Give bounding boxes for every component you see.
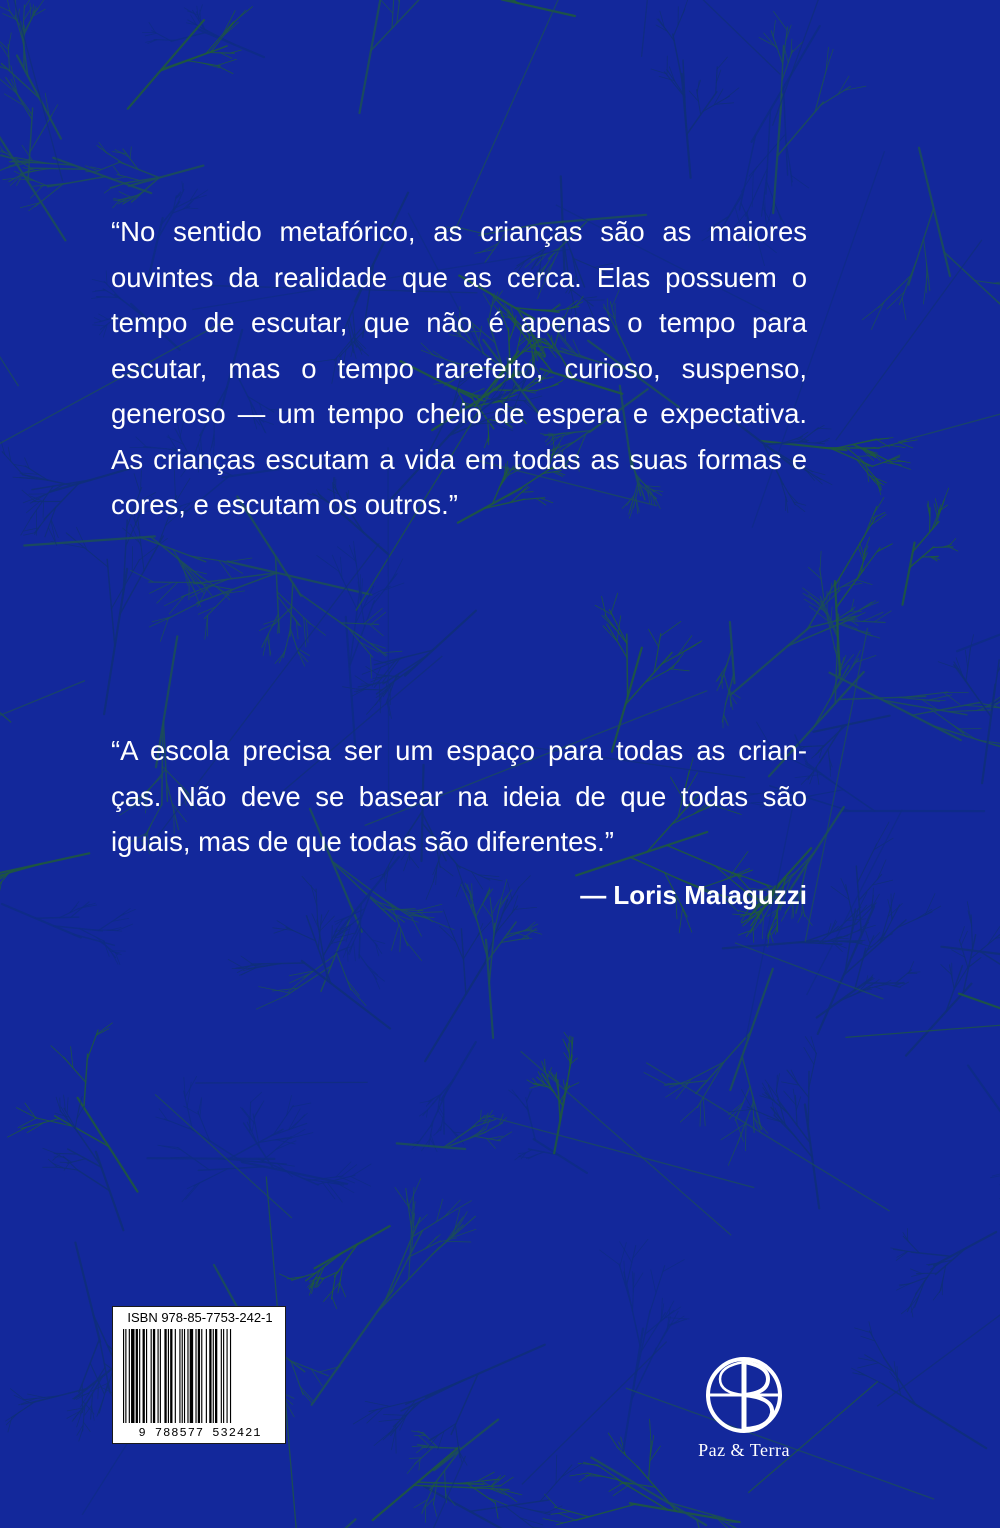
quote1-line: generoso — um tempo cheio de espera e expectativa. [111, 398, 807, 429]
publisher-logo-block [672, 1352, 816, 1462]
quote1-line: As crianças escutam a vida em todas as suas formas e [111, 443, 807, 475]
barcode-bars [119, 1329, 281, 1423]
quote2-line: ças. Não deve se basear na ideia de que todas são [111, 780, 807, 812]
quote1-line: “No sentido metafórico, as crianças são as maiores [111, 216, 807, 247]
quote-school-space [111, 728, 807, 865]
isbn-barcode [112, 1306, 286, 1444]
quote1-line: ouvintes da realidade que as cerca. Elas possuem o [111, 261, 807, 293]
quote1-line: cores, e escutam os outros.” [111, 489, 458, 520]
quote2-line: “A escola precisa ser um espaço para todas as crian- [111, 735, 807, 766]
publisher-name: Paz & Terra [698, 1440, 790, 1460]
quote2-line: iguais, mas de que todas são diferentes.” [111, 826, 614, 857]
publisher-emblem-icon [694, 1352, 794, 1438]
quote1-line: escutar, mas o tempo rarefeito, curioso, suspenso, [111, 352, 807, 384]
quote1-line: tempo de escutar, que não é apenas o tempo para [111, 307, 807, 338]
isbn-label: ISBN 978-85-7753-242-1 [127, 1310, 273, 1325]
quote-attribution: — Loris Malaguzzi [580, 880, 807, 910]
barcode-digits: 9 788577 532421 [138, 1426, 262, 1440]
quote-children-listening [111, 209, 807, 528]
